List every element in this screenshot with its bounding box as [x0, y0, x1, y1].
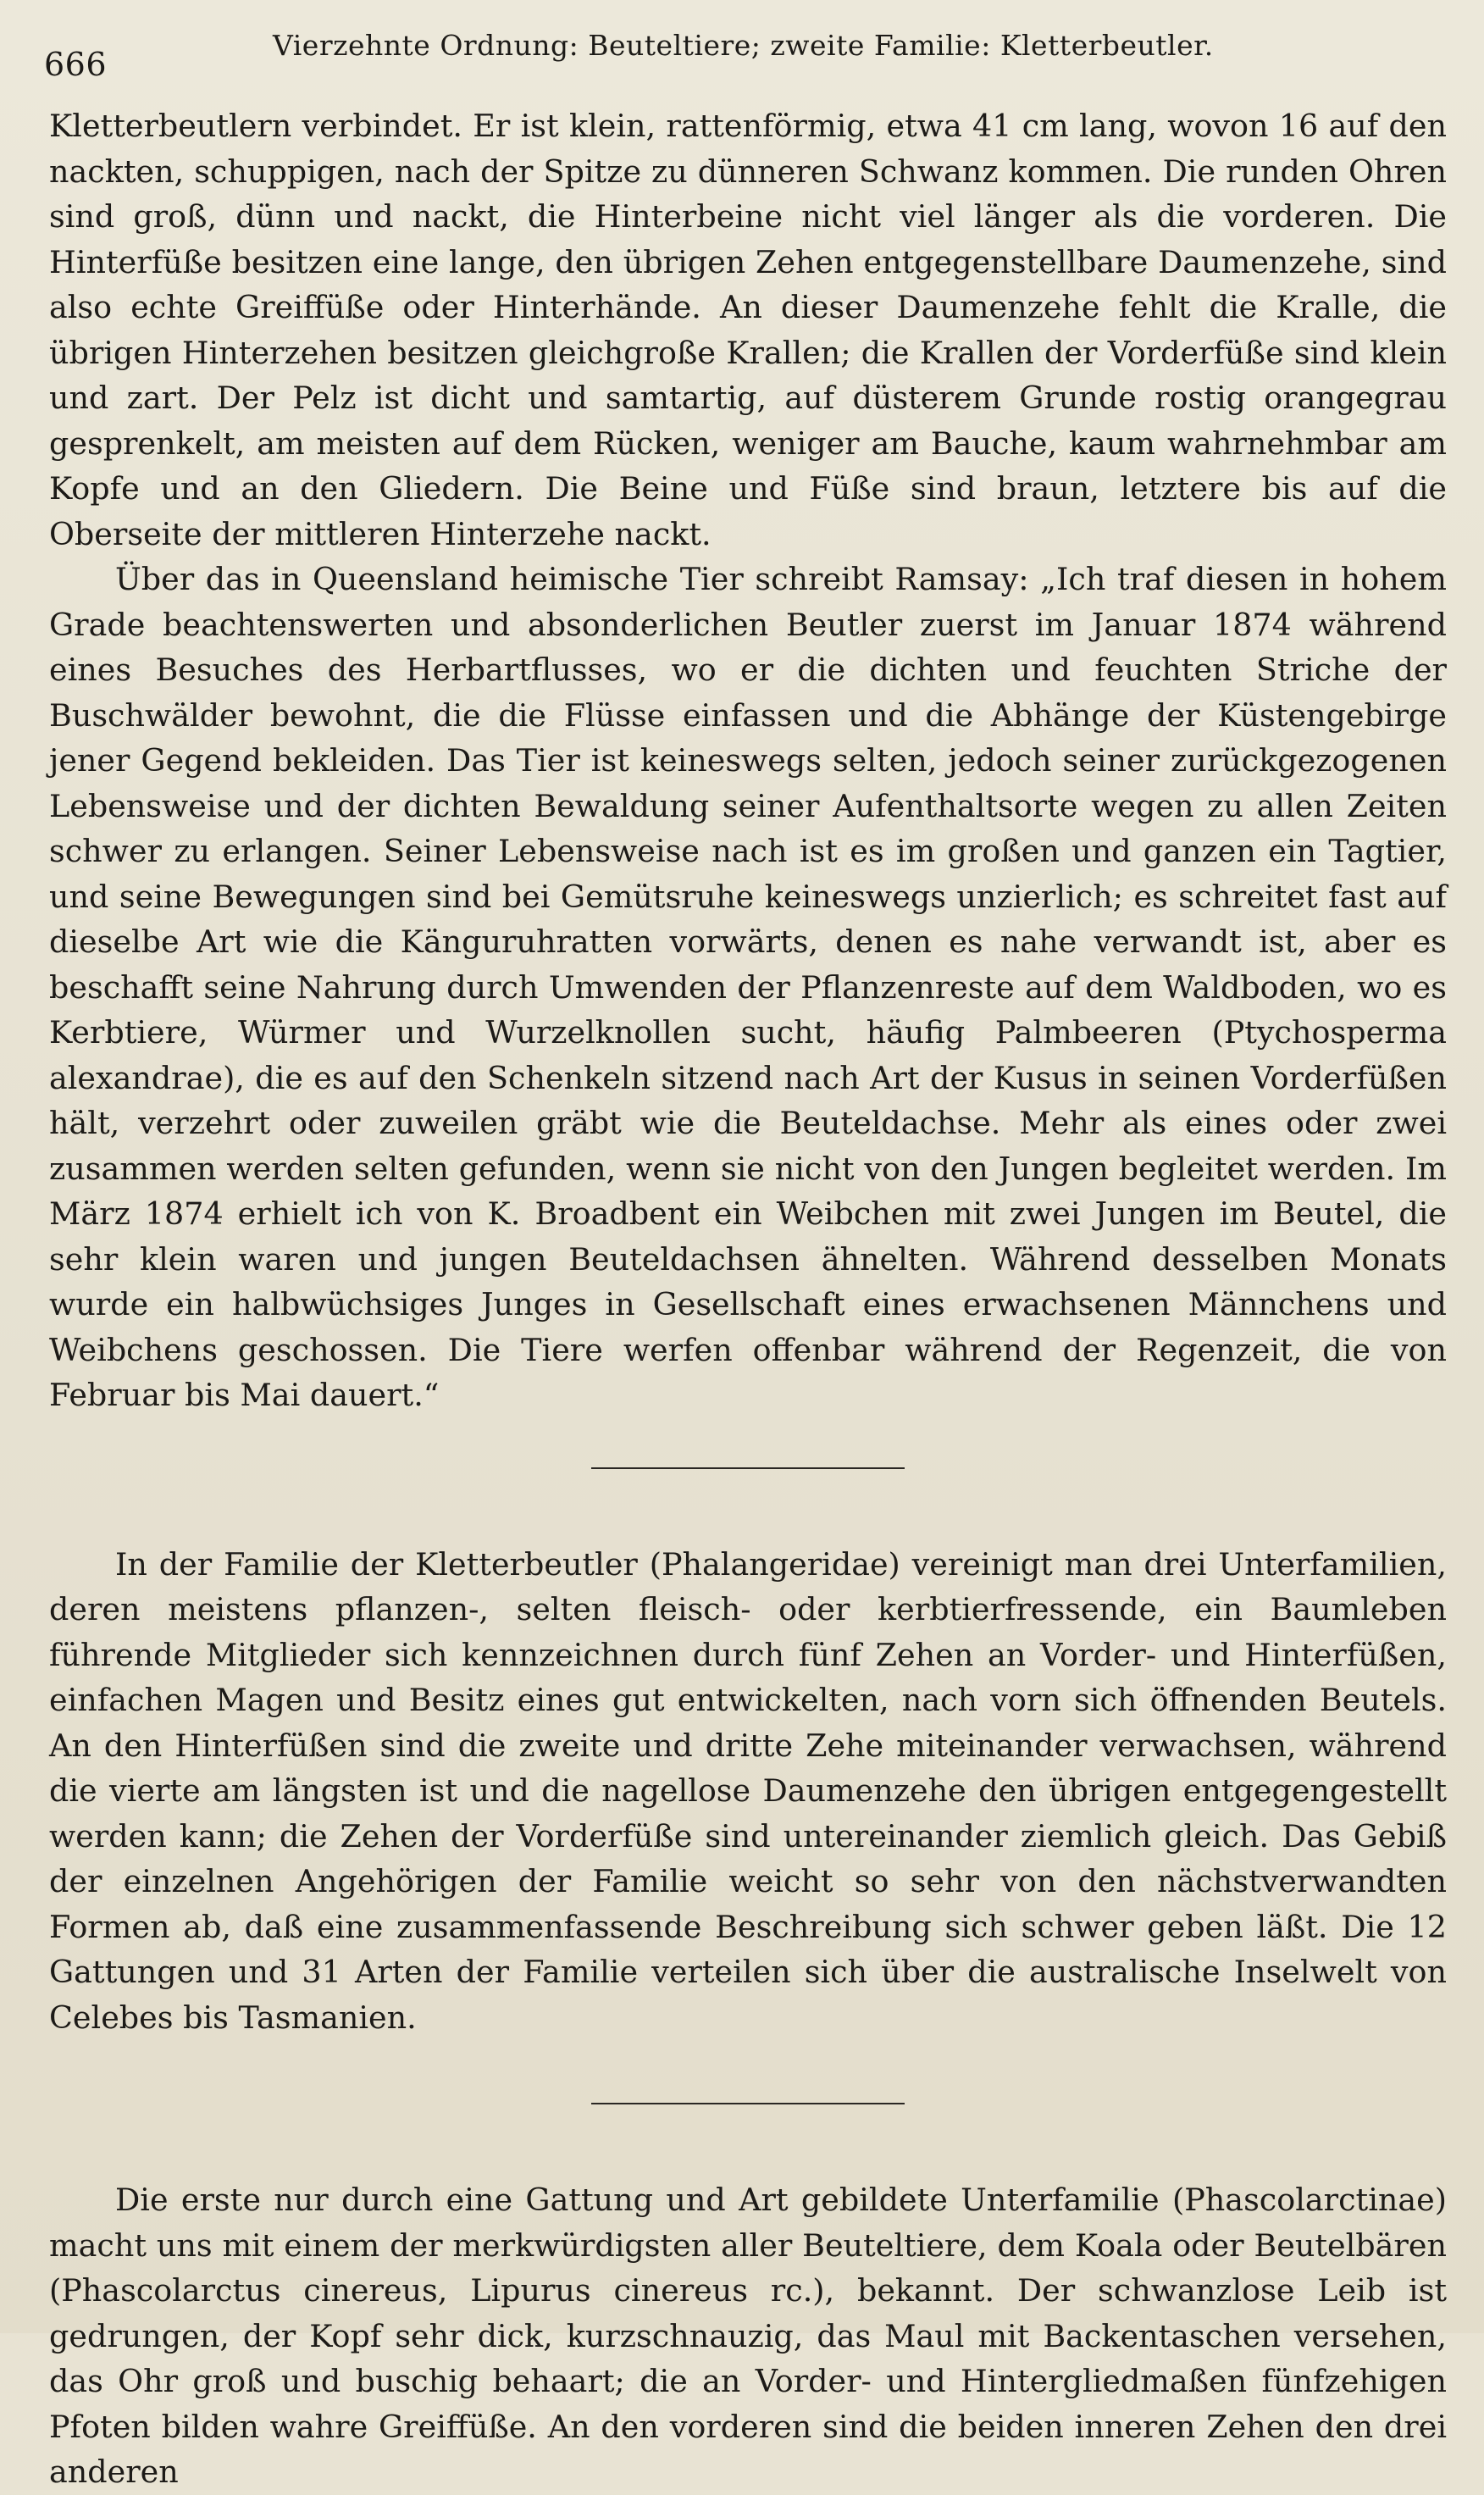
paragraph-description: Kletterbeutlern verbindet. Er ist klein, rattenförmig, etwa 41 cm lang, wovon 16 auf den nackten, schuppigen, nach der Spitze zu dünneren Schwanz kommen. Die runden Ohren sind groß, dünn und nackt, die Hinterbeine nicht viel länger als die vorderen. Die Hinterfüße besitzen eine lange, den übrigen Zehen entgegenstellbare Daumenzehe, sind also echte Greiffüße oder Hinterhände. An dieser Daumenzehe fehlt die Kralle, die übrigen Hinterzehen besitzen gleichgroße Krallen; die Krallen der Vorderfüße sind klein und zart. Der Pelz ist dicht und samtartig, auf düsterem Grunde rostig orangegrau gesprenkelt, am meisten auf dem Rücken, weniger am Bauche, kaum wahrnehmbar am Kopfe und an den Gliedern. Die Beine und Füße sind braun, letztere bis auf die Oberseite der mittleren Hinterzehe nackt. [49, 108, 1447, 552]
section-divider [591, 1467, 905, 1469]
page-number: 666 [44, 46, 108, 83]
running-head: Vierzehnte Ordnung: Beuteltiere; zweite Familie: Kletterbeutler. [273, 29, 1214, 62]
section-divider [591, 2103, 905, 2104]
paragraph-ramsay-quote: Über das in Queensland heimische Tier schreibt Ramsay: „Ich traf diesen in hohem Grade beachtenswerten und absonderlichen Beutler zuerst im Januar 1874 während eines Besuches des Herbartflusses, wo er die dichten und feuchten Striche der Buschwälder bewohnt, die die Flüsse einfassen und die Abhänge der Küstengebirge jener Gegend bekleiden. Das Tier ist keineswegs selten, jedoch seiner zurückgezogenen Lebensweise und der dichten Bewaldung seiner Aufenthaltsorte wegen zu allen Zeiten schwer zu erlangen. Seiner Lebensweise nach ist es im großen und ganzen ein Tagtier, und seine Bewegungen sind bei Gemütsruhe keineswegs unzierlich; es schreitet fast auf dieselbe Art wie die Känguruhratten vorwärts, denen es nahe verwandt ist, aber es beschafft seine Nahrung durch Umwenden der Pflanzenreste auf dem Waldboden, wo es Kerbtiere, Würmer und Wurzelknollen sucht, häufig Palmbeeren (Ptychosperma alexandrae), die es auf den Schenkeln sitzend nach Art der Kusus in seinen Vorderfüßen hält, verzehrt oder zuweilen gräbt wie die Beuteldachse. Mehr als eines oder zwei zusammen werden selten gefunden, wenn sie nicht von den Jungen begleitet werden. Im März 1874 erhielt ich von K. Broadbent ein Weibchen mit zwei Jungen im Beutel, die sehr klein waren und jungen Beuteldachsen ähnelten. Während desselben Monats wurde ein halbwüchsiges Junges in Gesellschaft eines erwachsenen Männchens und Weibchens geschossen. Die Tiere werfen offenbar während der Regenzeit, die von Februar bis Mai dauert.“ [49, 561, 1447, 1413]
paragraph-phascolarctinae: Die erste nur durch eine Gattung und Art gebildete Unterfamilie (Phascolarctinae) macht uns mit einem der merkwürdigsten aller Beuteltiere, dem Koala oder Beutelbären (Phascolarctus cinereus, Lipurus cinereus rc.), bekannt. Der schwanzlose Leib ist gedrungen, der Kopf sehr dick, kurzschnauzig, das Maul mit Backentaschen versehen, das Ohr groß und buschig behaart; die an Vorder- und Hintergliedmaßen fünfzehigen Pfoten bilden wahre Greiffüße. An den vorderen sind die beiden inneren Zehen den drei anderen [49, 2182, 1447, 2490]
paragraph-family-phalangeridae: In der Familie der Kletterbeutler (Phalangeridae) vereinigt man drei Unterfamilien, deren meistens pflanzen-, selten fleisch- oder kerbtierfressende, ein Baumleben führende Mitglieder sich kennzeichnen durch fünf Zehen an Vorder- und Hinterfüßen, einfachen Magen und Besitz eines gut entwickelten, nach vorn sich öffnenden Beutels. An den Hinterfüßen sind die zweite und dritte Zehe miteinander verwachsen, während die vierte am längsten ist und die nagellose Daumenzehe den übrigen entgegengestellt werden kann; die Zehen der Vorderfüße sind untereinander ziemlich gleich. Das Gebiß der einzelnen Angehörigen der Familie weicht so sehr von den nächstverwandten Formen ab, daß eine zusammenfassende Beschreibung sich schwer geben läßt. Die 12 Gattungen und 31 Arten der Familie verteilen sich über die australische Inselwelt von Celebes bis Tasmanien. [49, 1545, 1447, 2036]
page-header [44, 29, 1442, 83]
body-text [49, 103, 1447, 2495]
